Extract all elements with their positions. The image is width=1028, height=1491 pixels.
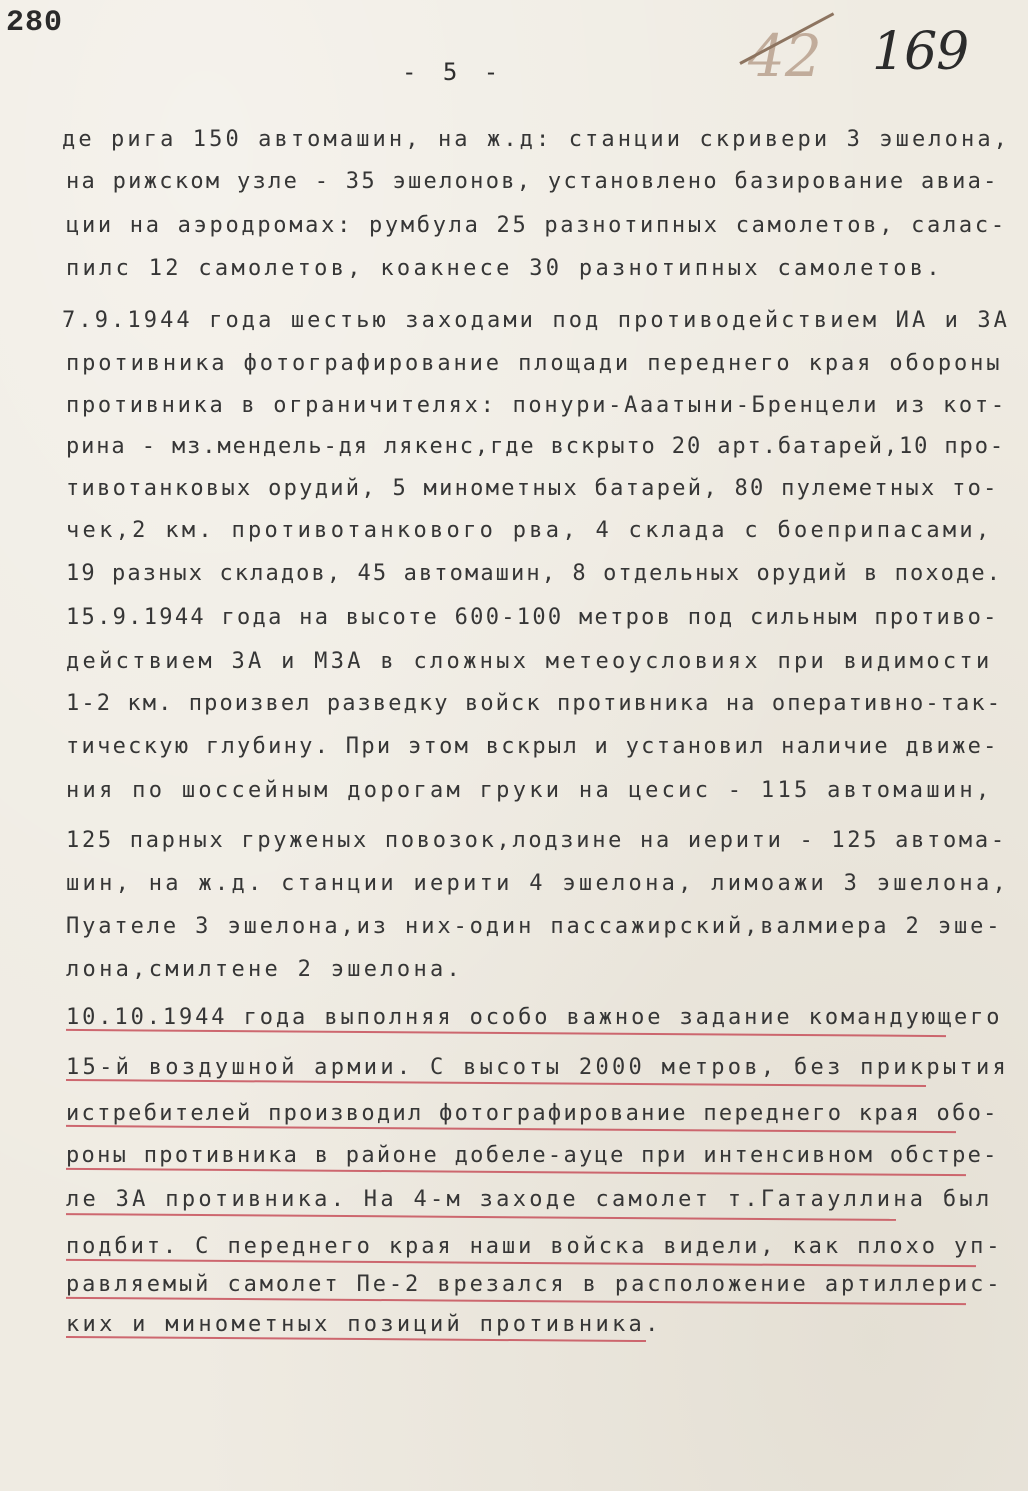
text-line: лона,смилтене 2 эшелона.	[66, 957, 464, 982]
text-line: противника фотографирование площади переднего края обороны	[66, 351, 1003, 376]
archive-number: 280	[6, 6, 64, 40]
text-line: Пуателе 3 эшелона,из них-один пассажирский,валмиера 2 эше-	[66, 914, 1003, 939]
text-line: 1-2 км. произвел разведку войск противника на оперативно-так-	[66, 691, 1003, 716]
text-line: шин, на ж.д. станции иерити 4 эшелона, лимоажи 3 эшелона,	[66, 871, 1010, 896]
text-line: ции на аэродромах: румбула 25 разнотипных самолетов, салас-	[66, 213, 1007, 238]
text-line: ких и минометных позиций противника.	[66, 1312, 662, 1337]
text-line: 7.9.1944 года шестью заходами под противодействием ИА и ЗА	[62, 308, 1011, 333]
red-underline	[66, 1213, 896, 1221]
text-line: действием ЗА и МЗА в сложных метеоусловиях при видимости	[66, 649, 993, 674]
text-line: роны противника в районе добеле-ауце при интенсивном обстре-	[66, 1143, 999, 1168]
text-line: пилс 12 самолетов, коакнесе 30 разнотипных самолетов.	[66, 256, 943, 281]
text-line: де рига 150 автомашин, на ж.д: станции скривери 3 эшелона,	[62, 127, 1011, 152]
text-line: противника в ограничителях: понури-Ааатыни-Бренцели из кот-	[66, 393, 1007, 418]
text-line: равляемый самолет Пе-2 врезался в расположение артиллерис-	[66, 1272, 1003, 1297]
crossed-out-folio-number: 42	[748, 22, 822, 90]
text-line: 125 парных груженых повозок,лодзине на иерити - 125 автома-	[66, 828, 1007, 853]
text-line: рина - мз.мендель-дя лякенс,где вскрыто 20 арт.батарей,10 про-	[66, 434, 1005, 459]
text-line: 19 разных складов, 45 автомашин, 8 отдельных орудий в походе.	[66, 561, 1003, 586]
text-line: тическую глубину. При этом вскрыл и установил наличие движе-	[66, 734, 999, 759]
text-line: ния по шоссейным дорогам груки на цесис - 115 автомашин,	[66, 778, 993, 803]
text-line: подбит. С переднего края наши войска видели, как плохо уп-	[66, 1234, 1003, 1259]
text-line: 15.9.1944 года на высоте 600-100 метров под сильным противо-	[66, 605, 999, 630]
text-line: 15-й воздушной армии. С высоты 2000 метров, без прикрытия	[66, 1055, 1010, 1080]
text-line: 10.10.1944 года выполняя особо важное задание командующего	[66, 1005, 1003, 1030]
page-number: - 5 -	[402, 58, 505, 86]
text-line: истребителей производил фотографирование переднего края обо-	[66, 1101, 999, 1126]
text-line: на рижском узле - 35 эшелонов, установлено базирование авиа-	[66, 169, 999, 194]
text-line: тивотанковых орудий, 5 минометных батарей, 80 пулеметных то-	[66, 476, 999, 501]
text-line: чек,2 км. противотанкового рва, 4 склада с боеприпасами,	[66, 518, 993, 543]
handwritten-folio-number: 169	[872, 22, 969, 82]
text-line: ле ЗА противника. На 4-м заходе самолет т.Гатауллина был	[66, 1187, 993, 1212]
